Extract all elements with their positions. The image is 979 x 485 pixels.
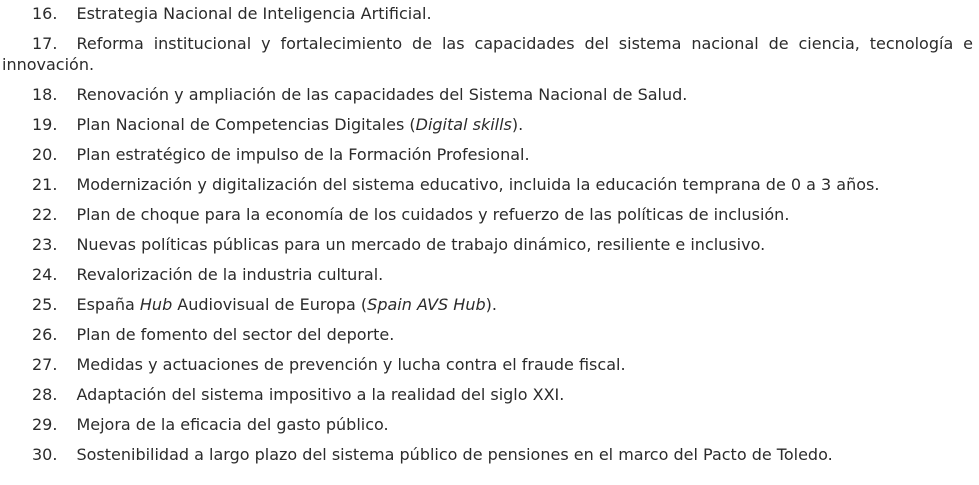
item-text-segment: Plan de fomento del sector del deporte. [76,325,395,344]
list-item [2,144,973,165]
item-number: 16. [32,4,58,23]
item-text-segment: Medidas y actuaciones de prevención y lucha contra el fraude fiscal. [76,355,626,374]
item-number: 27. [32,355,58,374]
item-first-line [32,235,765,254]
list-item [2,234,973,255]
item-text-segment: Revalorización de la industria cultural. [76,265,384,284]
list-item [2,174,973,195]
item-first-line [32,415,389,434]
item-text-segment: Adaptación del sistema impositivo a la realidad del siglo XXI. [76,385,565,404]
item-continuation-line [2,54,973,75]
list-item [2,354,973,375]
item-first-line [32,85,687,104]
item-number: 22. [32,205,58,224]
item-text-segment: Audiovisual de Europa ( [172,295,368,314]
item-number: 21. [32,175,58,194]
item-text-segment: innovación. [2,55,95,74]
item-first-line [32,295,497,314]
item-text-segment: Modernización y digitalización del sistema educativo, incluida la educación temprana de 0 a 3 años. [76,175,880,194]
item-first-line [2,33,973,54]
item-text-segment: Plan Nacional de Competencias Digitales ( [76,115,416,134]
item-number: 23. [32,235,58,254]
item-number: 17. [32,34,58,53]
item-number: 19. [32,115,58,134]
numbered-list [2,3,973,465]
item-text-segment: Sostenibilidad a largo plazo del sistema público de pensiones en el marco del Pacto de Toledo. [76,445,833,464]
item-first-line [32,115,523,134]
item-first-line [32,175,879,194]
list-item [2,294,973,315]
item-number: 29. [32,415,58,434]
list-item [2,324,973,345]
item-text-segment: Estrategia Nacional de Inteligencia Artificial. [76,4,432,23]
item-text-segment: Plan estratégico de impulso de la Formación Profesional. [76,145,530,164]
item-first-line [32,4,432,23]
list-item [2,264,973,285]
item-text-segment: Digital skills [415,115,512,134]
item-text-segment: Mejora de la eficacia del gasto público. [76,415,389,434]
item-first-line [32,445,833,464]
item-number: 25. [32,295,58,314]
item-number: 20. [32,145,58,164]
list-item [2,84,973,105]
item-text-segment: ). [511,115,524,134]
list-item [2,3,973,24]
list-item [2,114,973,135]
item-text-segment: Hub [139,295,173,314]
item-first-line [32,385,564,404]
list-item [2,414,973,435]
item-text-segment: Reforma institucional y fortalecimiento de las capacidades del sistema nacional de ciencia, tecnología e [76,34,973,53]
item-first-line [32,265,383,284]
item-number: 28. [32,385,58,404]
list-item [2,33,973,75]
item-text-segment: Renovación y ampliación de las capacidades del Sistema Nacional de Salud. [76,85,688,104]
item-number: 26. [32,325,58,344]
item-text-segment: Spain AVS Hub [367,295,486,314]
item-first-line [32,325,394,344]
item-first-line [32,205,789,224]
item-text-segment: Nuevas políticas públicas para un mercado de trabajo dinámico, resiliente e inclusivo. [76,235,766,254]
item-number: 24. [32,265,58,284]
list-item [2,384,973,405]
item-text-segment: España [76,295,140,314]
list-item [2,204,973,225]
item-text-segment: Plan de choque para la economía de los cuidados y refuerzo de las políticas de inclusión. [76,205,790,224]
item-number: 30. [32,445,58,464]
item-number: 18. [32,85,58,104]
item-first-line [32,355,626,374]
item-first-line [32,145,530,164]
list-item [2,444,973,465]
item-text-segment: ). [485,295,497,314]
